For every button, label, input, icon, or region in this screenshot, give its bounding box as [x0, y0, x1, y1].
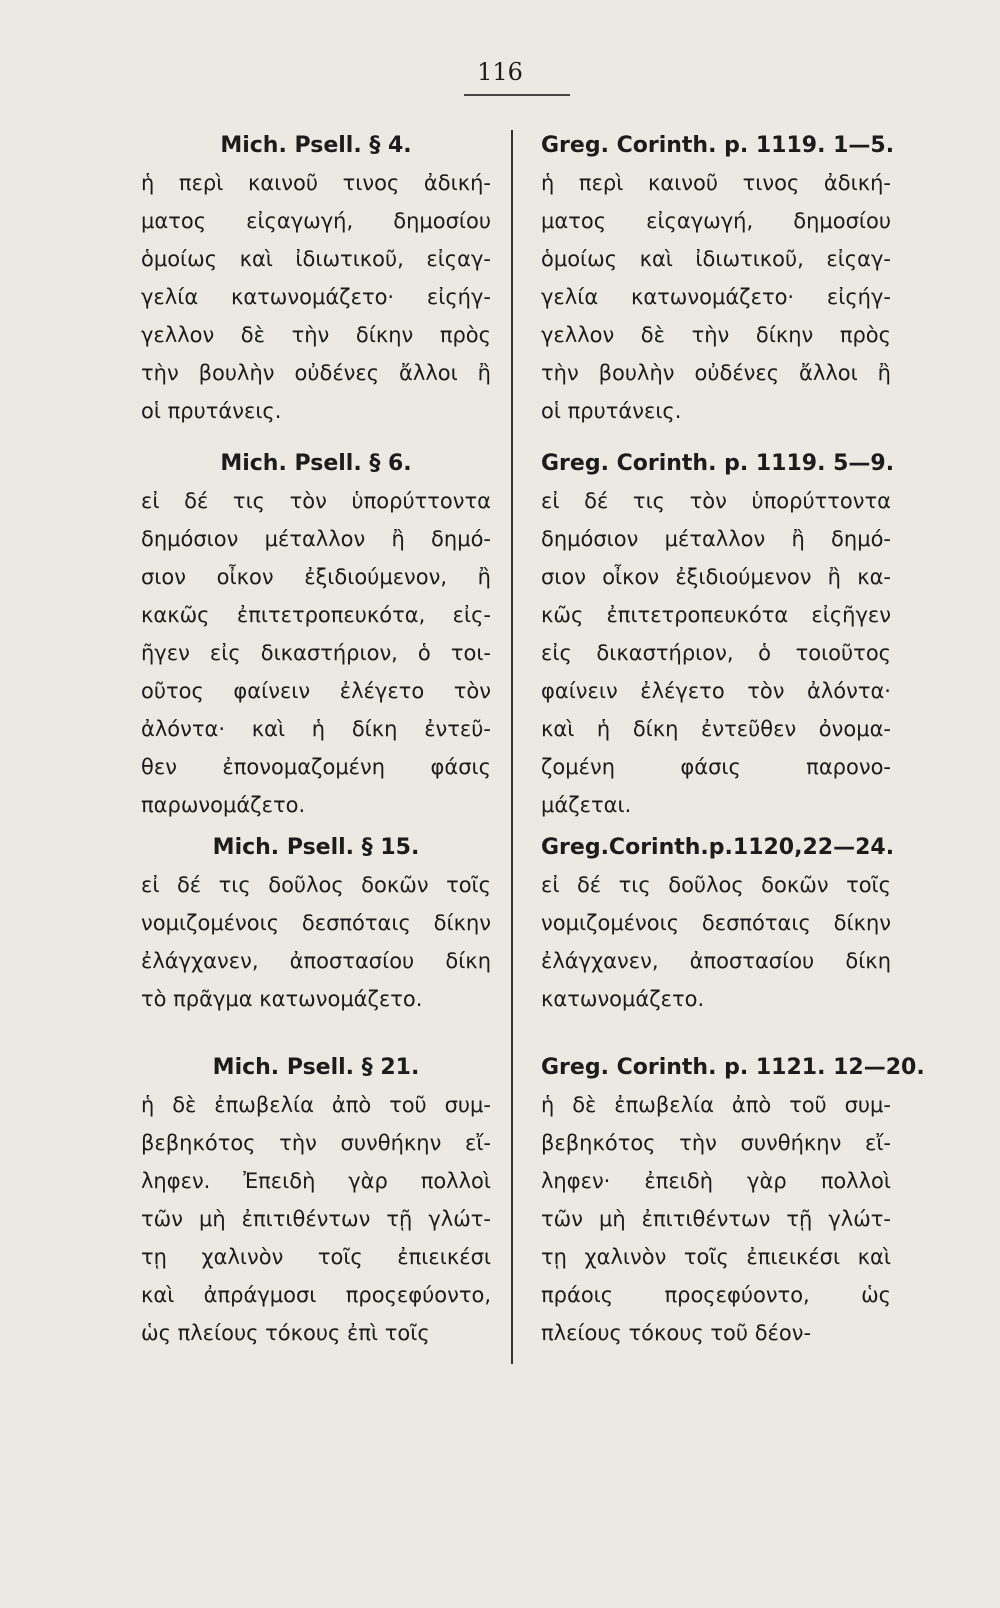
page-number: 116 [477, 58, 523, 86]
text-line: κακῶς ἐπιτετροπευκότα, εἰς- [141, 603, 491, 627]
text-line: φαίνειν ἐλέγετο τὸν ἀλόντα· [541, 679, 891, 703]
text-line: ἡ δὲ ἐπωβελία ἀπὸ τοῦ συμ- [141, 1093, 491, 1117]
text-line: δημόσιον μέταλλον ἢ δημό- [541, 527, 891, 551]
passage-reference: Mich. Psell. § 6. [220, 451, 412, 476]
text-line: ληφεν· ἐπειδὴ γὰρ πολλοὶ [541, 1169, 891, 1193]
text-line: ἡ δὲ ἐπωβελία ἀπὸ τοῦ συμ- [541, 1093, 891, 1117]
text-line: τῶν μὴ ἐπιτιθέντων τῇ γλώτ- [141, 1207, 491, 1231]
passage-block [541, 830, 895, 1018]
text-line: τῶν μὴ ἐπιτιθέντων τῇ γλώτ- [541, 1207, 891, 1231]
text-line: δημόσιον μέταλλον ἢ δημό- [141, 527, 491, 551]
text-line: σιον οἶκον ἐξιδιούμενον, ἢ [141, 565, 491, 589]
text-line: οἱ πρυτάνεις. [141, 399, 282, 423]
text-line: ἐλάγχανεν, ἀποστασίου δίκη [541, 949, 891, 973]
text-line: πλείους τόκους τοῦ δέον- [541, 1321, 812, 1345]
text-line: γελία κατωνομάζετο· εἰςήγ- [141, 285, 491, 309]
text-line: καὶ ἀπράγμοσι προςεφύοντο, [141, 1283, 491, 1307]
text-line: μάζεται. [541, 793, 632, 817]
text-line: πράοις προςεφύοντο, ὡς [541, 1283, 891, 1307]
text-line: γελλον δὲ τὴν δίκην πρὸς [541, 323, 891, 347]
text-line: νομιζομένοις δεσπόταις δίκην [141, 911, 491, 935]
text-line: καὶ ἡ δίκη ἐντεῦθεν ὀνομα- [541, 717, 891, 741]
text-line: εἰς δικαστήριον, ὁ τοιοῦτος [541, 641, 891, 665]
passage-reference: Greg. Corinth. p. 1119. 5—9. [541, 451, 895, 476]
text-line: ζομένη φάσις παρονο- [541, 755, 891, 779]
text-line: ματος εἰςαγωγή, δημοσίου [541, 209, 891, 233]
text-line: εἰ δέ τις τὸν ὑπορύττοντα [541, 489, 891, 513]
text-line: νομιζομένοις δεσπόταις δίκην [541, 911, 891, 935]
text-line: παρωνομάζετο. [141, 793, 306, 817]
text-line: τῃ χαλινὸν τοῖς ἐπιεικέσι καὶ [541, 1245, 891, 1269]
text-line: τὸ πρᾶγμα κατωνομάζετο. [141, 987, 423, 1011]
passage-reference: Mich. Psell. § 15. [212, 835, 420, 860]
text-line: εἰ δέ τις τὸν ὑπορύττοντα [141, 489, 491, 513]
text-line: ὡς πλείους τόκους ἐπὶ τοῖς [141, 1321, 430, 1345]
passage-block [141, 128, 491, 430]
text-line: ἐλάγχανεν, ἀποστασίου δίκη [141, 949, 491, 973]
passage-block [541, 128, 895, 430]
text-line: ἀλόντα· καὶ ἡ δίκη ἐντεῦ- [141, 717, 491, 741]
passage-block [541, 446, 895, 824]
text-line: σιον οἶκον ἐξιδιούμενον ἢ κα- [541, 565, 891, 589]
text-line: ῆγεν εἰς δικαστήριον, ὁ τοι- [141, 641, 491, 665]
passage-block [541, 1050, 925, 1352]
text-line: κῶς ἐπιτετροπευκότα εἰςῆγεν [541, 603, 891, 627]
text-line: τὴν βουλὴν οὐδένες ἄλλοι ἢ [541, 361, 891, 385]
page-number-rule [464, 94, 570, 96]
text-line: γελία κατωνομάζετο· εἰςήγ- [541, 285, 891, 309]
text-line: οῦτος φαίνειν ἐλέγετο τὸν [141, 679, 491, 703]
passage-block [141, 1050, 491, 1352]
text-line: τὴν βουλὴν οὐδένες ἄλλοι ἢ [141, 361, 491, 385]
passage-block [141, 830, 491, 1018]
text-line: ὁμοίως καὶ ἰδιωτικοῦ, εἰςαγ- [541, 247, 891, 271]
text-line: ὁμοίως καὶ ἰδιωτικοῦ, εἰςαγ- [141, 247, 491, 271]
text-line: βεβηκότος τὴν συνθήκην εἴ- [141, 1131, 491, 1155]
text-line: ληφεν. Ἐπειδὴ γὰρ πολλοὶ [141, 1169, 491, 1193]
passage-reference: Greg. Corinth. p. 1121. 12—20. [541, 1055, 925, 1080]
text-line: βεβηκότος τὴν συνθήκην εἴ- [541, 1131, 891, 1155]
passage-reference: Mich. Psell. § 4. [220, 133, 412, 158]
passage-reference: Greg. Corinth. p. 1119. 1—5. [541, 133, 895, 158]
text-line: ἡ περὶ καινοῦ τινος ἀδική- [541, 171, 891, 195]
text-line: γελλον δὲ τὴν δίκην πρὸς [141, 323, 491, 347]
text-line: οἱ πρυτάνεις. [541, 399, 682, 423]
text-line: θεν ἐπονομαζομένη φάσις [141, 755, 491, 779]
column-divider [511, 130, 513, 1364]
text-line: εἰ δέ τις δοῦλος δοκῶν τοῖς [141, 873, 491, 897]
text-line: κατωνομάζετο. [541, 987, 705, 1011]
text-line: εἰ δέ τις δοῦλος δοκῶν τοῖς [541, 873, 891, 897]
text-line: ἡ περὶ καινοῦ τινος ἀδική- [141, 171, 491, 195]
text-line: τῃ χαλινὸν τοῖς ἐπιεικέσι [141, 1245, 491, 1269]
text-line: ματος εἰςαγωγή, δημοσίου [141, 209, 491, 233]
passage-block [141, 446, 491, 824]
passage-reference: Greg.Corinth.p.1120,22—24. [541, 835, 895, 860]
passage-reference: Mich. Psell. § 21. [212, 1055, 420, 1080]
